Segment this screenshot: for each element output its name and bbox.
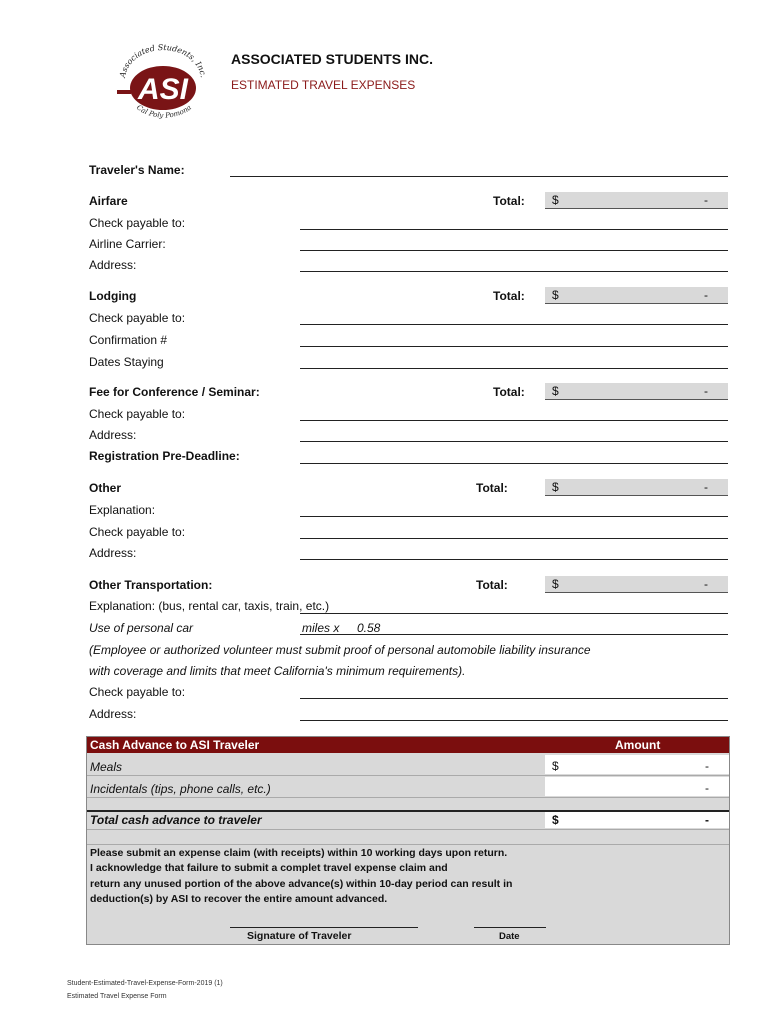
other-explanation-label: Explanation: <box>89 503 156 517</box>
notice-line3: return any unused portion of the above advance(s) within 10-day period can result in <box>90 878 513 890</box>
amount-header-label: Amount <box>615 738 661 752</box>
other-total-label: Total: <box>476 481 508 495</box>
airfare-heading: Airfare <box>89 194 128 208</box>
total-value: - <box>704 384 708 398</box>
total-cash-label: Total cash advance to traveler <box>90 813 262 827</box>
row-divider <box>87 844 729 845</box>
lodging-check-payable-field[interactable] <box>300 324 728 325</box>
insurance-note-line1: (Employee or authorized volunteer must submit proof of personal automobile liability insurance <box>89 643 591 657</box>
other-heading: Other <box>89 481 122 495</box>
conference-total-label: Total: <box>493 385 525 399</box>
notice-line2: I acknowledge that failure to submit a complet travel expense claim and <box>90 862 448 874</box>
transport-address-label: Address: <box>89 707 137 721</box>
conference-address-field[interactable] <box>300 441 728 442</box>
airfare-total-field[interactable] <box>545 192 728 209</box>
conference-check-payable-label: Check payable to: <box>89 407 186 421</box>
asi-logo <box>113 44 213 124</box>
currency-symbol: $ <box>552 577 559 591</box>
airfare-address-field[interactable] <box>300 271 728 272</box>
other-explanation-field[interactable] <box>300 516 728 517</box>
cash-advance-panel <box>86 736 730 945</box>
currency-symbol: $ <box>552 480 559 494</box>
conference-check-payable-field[interactable] <box>300 420 728 421</box>
conference-total-field[interactable] <box>545 383 728 400</box>
lodging-check-payable-label: Check payable to: <box>89 311 186 325</box>
lodging-total-field[interactable] <box>545 287 728 304</box>
logo-arc-bottom-text: Cal Poly Pomona <box>135 103 193 120</box>
registration-deadline-field[interactable] <box>300 463 728 464</box>
traveler-name-field[interactable] <box>230 176 728 177</box>
other-check-payable-label: Check payable to: <box>89 525 186 539</box>
meals-amount-cell[interactable] <box>545 755 729 774</box>
miles-text: miles x <box>302 621 340 635</box>
signature-field[interactable] <box>230 927 418 928</box>
other-address-label: Address: <box>89 546 137 560</box>
form-title: ESTIMATED TRAVEL EXPENSES <box>231 78 416 92</box>
total-currency: $ <box>552 813 559 827</box>
transport-total-label: Total: <box>476 578 508 592</box>
meals-label: Meals <box>90 760 123 774</box>
notice-line1: Please submit an expense claim (with receipts) within 10 working days upon return. <box>90 847 508 859</box>
footer-form-name: Estimated Travel Expense Form <box>67 993 167 1000</box>
total-value: - <box>704 577 708 591</box>
transport-total-field[interactable] <box>545 576 728 593</box>
airline-carrier-field[interactable] <box>300 250 728 251</box>
airfare-check-payable-field[interactable] <box>300 229 728 230</box>
transport-heading: Other Transportation: <box>89 578 213 592</box>
date-label: Date <box>499 931 520 942</box>
miles-field[interactable] <box>300 634 728 635</box>
dates-staying-field[interactable] <box>300 368 728 369</box>
confirmation-field[interactable] <box>300 346 728 347</box>
registration-deadline-label: Registration Pre-Deadline: <box>89 449 240 463</box>
currency-symbol: $ <box>552 288 559 302</box>
transport-check-payable-label: Check payable to: <box>89 685 186 699</box>
total-value: - <box>704 193 708 207</box>
total-value: - <box>704 288 708 302</box>
org-name: ASSOCIATED STUDENTS INC. <box>231 51 433 67</box>
cash-advance-header <box>87 737 729 753</box>
meals-currency: $ <box>552 759 559 773</box>
footer-filename: Student-Estimated-Travel-Expense-Form-2019 (1) <box>67 980 223 987</box>
transport-check-payable-field[interactable] <box>300 698 728 699</box>
lodging-total-label: Total: <box>493 289 525 303</box>
mileage-rate: 0.58 <box>357 621 381 635</box>
row-divider <box>87 797 729 798</box>
airfare-check-payable-label: Check payable to: <box>89 216 186 230</box>
transport-address-field[interactable] <box>300 720 728 721</box>
logo-main-text: ASI <box>137 73 189 106</box>
other-total-field[interactable] <box>545 479 728 496</box>
dates-staying-label: Dates Staying <box>89 355 164 369</box>
currency-symbol: $ <box>552 193 559 207</box>
total-cash-value: - <box>705 813 709 827</box>
other-address-field[interactable] <box>300 559 728 560</box>
incidentals-amount-cell[interactable] <box>545 777 729 796</box>
total-amount-cell[interactable] <box>545 812 729 828</box>
transport-explanation-label: Explanation: (bus, rental car, taxis, train, etc.) <box>89 599 330 613</box>
row-divider <box>87 829 729 830</box>
confirmation-label: Confirmation # <box>89 333 168 347</box>
airfare-total-label: Total: <box>493 194 525 208</box>
airfare-address-label: Address: <box>89 258 137 272</box>
other-check-payable-field[interactable] <box>300 538 728 539</box>
lodging-heading: Lodging <box>89 289 137 303</box>
total-value: - <box>704 480 708 494</box>
airline-carrier-label: Airline Carrier: <box>89 237 166 251</box>
incidentals-value: - <box>705 781 709 795</box>
traveler-name-label: Traveler's Name: <box>89 163 185 177</box>
currency-symbol: $ <box>552 384 559 398</box>
logo-arc-top-text: Associated Students, Inc. <box>118 44 208 79</box>
signature-label: Signature of Traveler <box>247 930 352 942</box>
cash-advance-header-label: Cash Advance to ASI Traveler <box>90 738 260 752</box>
insurance-note-line2: with coverage and limits that meet California's minimum requirements). <box>89 664 466 678</box>
incidentals-label: Incidentals (tips, phone calls, etc.) <box>90 782 271 796</box>
conference-heading: Fee for Conference / Seminar: <box>89 385 260 399</box>
transport-explanation-field[interactable] <box>300 613 728 614</box>
row-divider <box>87 775 729 776</box>
conference-address-label: Address: <box>89 428 137 442</box>
notice-line4: deduction(s) by ASI to recover the entire amount advanced. <box>90 893 388 905</box>
date-field[interactable] <box>474 927 546 928</box>
personal-car-label: Use of personal car <box>89 621 194 635</box>
meals-value: - <box>705 759 709 773</box>
